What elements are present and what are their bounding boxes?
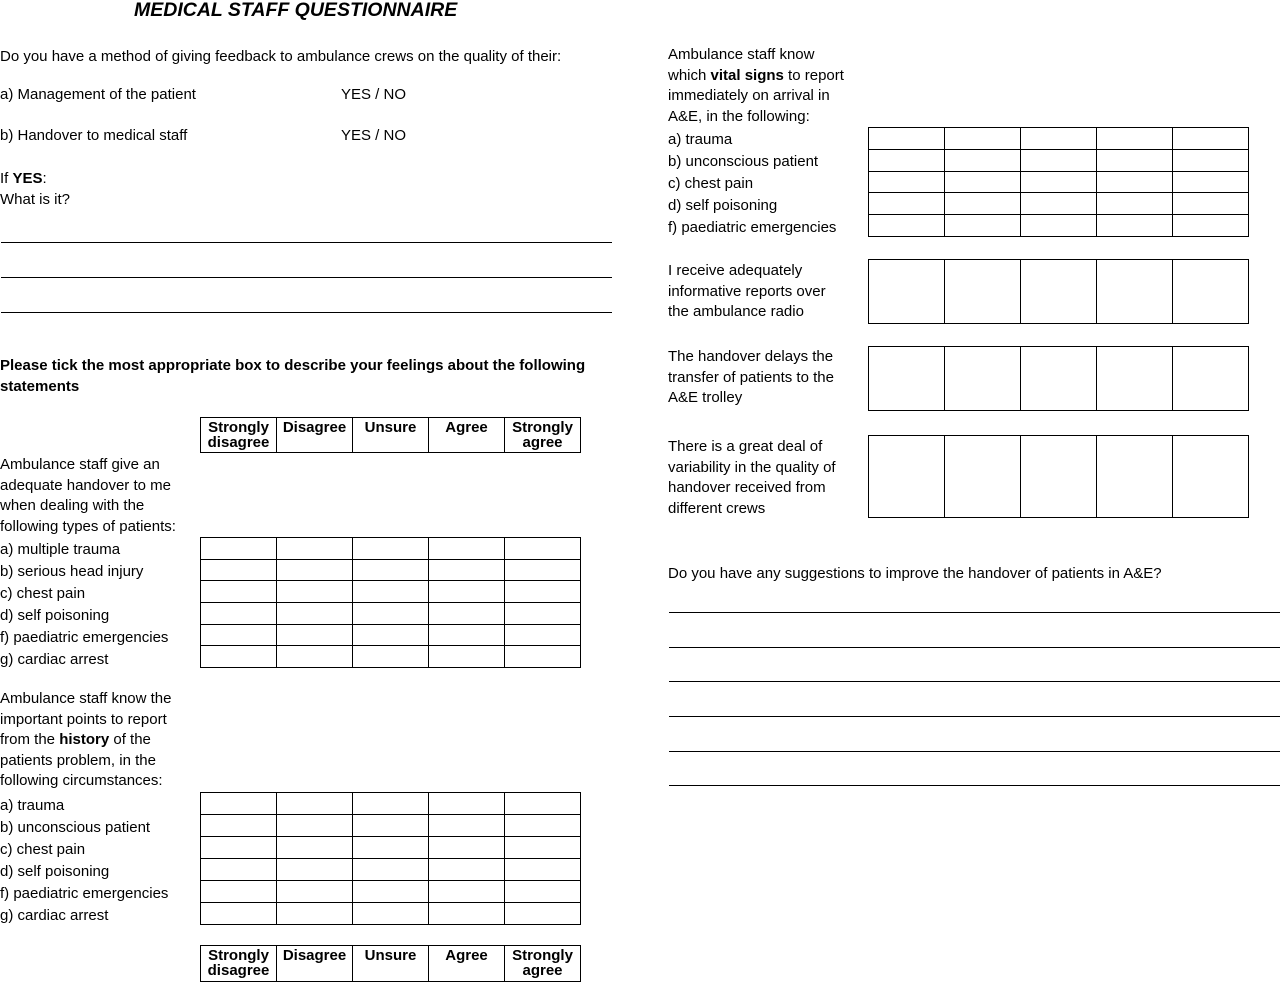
tick-box[interactable] — [945, 347, 1021, 411]
tick-box[interactable] — [353, 881, 429, 903]
tick-box[interactable] — [353, 859, 429, 881]
tick-box[interactable] — [353, 559, 429, 581]
scale-line: agree — [522, 434, 563, 451]
text-run: to report — [783, 66, 844, 84]
question-line: immediately on arrival in — [668, 87, 830, 104]
item-label: c) chest pain — [0, 585, 86, 602]
question-line: transfer of patients to the — [668, 368, 834, 386]
tick-box[interactable] — [201, 538, 277, 560]
variability-question — [668, 437, 836, 519]
question-line: Ambulance staff know the — [0, 690, 172, 707]
question-line: important points to report — [0, 710, 167, 728]
tick-box[interactable] — [1173, 171, 1249, 193]
vital-signs-grid — [868, 127, 1249, 237]
vital-signs-question — [668, 45, 844, 127]
tick-box[interactable] — [1173, 149, 1249, 171]
tick-box[interactable] — [945, 260, 1021, 324]
tick-box[interactable] — [505, 581, 581, 603]
item-label: f) paediatric emergencies — [668, 219, 837, 236]
scale-unsure — [353, 946, 429, 982]
instructions-line: Please tick the most appropriate box to describe your feelings about the following — [0, 357, 586, 374]
answer-line[interactable] — [1, 242, 612, 243]
scale-disagree — [277, 946, 353, 982]
item-label: a) trauma — [0, 797, 65, 814]
tick-box[interactable] — [201, 602, 277, 624]
tick-box[interactable] — [945, 215, 1021, 237]
variability-grid — [868, 435, 1249, 518]
tick-box[interactable] — [505, 815, 581, 837]
scale-line: Strongly — [208, 419, 269, 436]
tick-box[interactable] — [277, 602, 353, 624]
item-label: b) serious head injury — [0, 563, 144, 580]
question-line: handover received from — [668, 479, 826, 496]
question-line — [668, 66, 844, 87]
tick-box[interactable] — [201, 793, 277, 815]
vital-signs-bold: vital signs — [710, 66, 784, 84]
tick-box[interactable] — [353, 581, 429, 603]
scale-strongly-disagree — [201, 418, 277, 453]
page-title: MEDICAL STAFF QUESTIONNAIRE — [134, 0, 458, 21]
tick-box[interactable] — [869, 347, 945, 411]
suggestions-question: Do you have any suggestions to improve the handover of patients in A&E? — [668, 565, 1162, 582]
item-label: d) self poisoning — [0, 863, 110, 880]
tick-box[interactable] — [1097, 128, 1173, 150]
tick-box[interactable] — [869, 260, 945, 324]
item-label: f) paediatric emergencies — [0, 629, 169, 646]
tick-box[interactable] — [201, 559, 277, 581]
text-run: of the — [109, 731, 151, 748]
item-label: b) unconscious patient — [0, 819, 151, 836]
scale-agree — [429, 418, 505, 453]
tick-box[interactable] — [1021, 215, 1097, 237]
tick-box[interactable] — [505, 602, 581, 624]
tick-box[interactable] — [201, 624, 277, 646]
question-line: the ambulance radio — [668, 303, 804, 320]
tick-box[interactable] — [505, 837, 581, 859]
if-prefix: If — [0, 170, 13, 187]
question-line: different crews — [668, 499, 766, 517]
tick-box[interactable] — [1021, 260, 1097, 324]
tick-box[interactable] — [429, 859, 505, 881]
scale-line: Unsure — [364, 419, 417, 436]
tick-box[interactable] — [277, 646, 353, 668]
tick-box[interactable] — [201, 815, 277, 837]
scale-line: Disagree — [282, 419, 347, 436]
item-label: d) self poisoning — [0, 607, 110, 624]
tick-box[interactable] — [201, 859, 277, 881]
scale-strongly-agree — [505, 418, 581, 453]
question-line — [0, 730, 172, 751]
answer-line[interactable] — [669, 751, 1280, 752]
tick-box[interactable] — [1173, 128, 1249, 150]
answer-line[interactable] — [669, 681, 1280, 682]
if-yes-label — [0, 169, 47, 190]
scale-line: Strongly — [512, 947, 573, 964]
question-line: I receive adequately — [668, 262, 803, 279]
tick-box[interactable] — [1097, 171, 1173, 193]
radio-grid — [868, 259, 1249, 324]
question-line: A&E, in the following: — [668, 107, 810, 125]
tick-box[interactable] — [1021, 193, 1097, 215]
item-label: c) chest pain — [668, 175, 754, 192]
tick-box[interactable] — [429, 793, 505, 815]
tick-box[interactable] — [353, 837, 429, 859]
question-line: A&E trolley — [668, 389, 743, 406]
tick-box[interactable] — [429, 559, 505, 581]
scale-line: Agree — [445, 419, 488, 436]
tick-box[interactable] — [505, 624, 581, 646]
question-line: variability in the quality of — [668, 458, 836, 476]
question-line: The handover delays the — [668, 348, 834, 365]
tick-box[interactable] — [429, 538, 505, 560]
tick-box[interactable] — [505, 646, 581, 668]
answer-line[interactable] — [669, 612, 1280, 613]
delay-grid — [868, 346, 1249, 411]
tick-box[interactable] — [277, 559, 353, 581]
tick-box[interactable] — [429, 646, 505, 668]
item-label: c) chest pain — [0, 841, 86, 858]
tick-box[interactable] — [945, 149, 1021, 171]
scale-unsure — [353, 418, 429, 453]
tick-box[interactable] — [945, 193, 1021, 215]
tick-box[interactable] — [353, 815, 429, 837]
tick-box[interactable] — [1021, 171, 1097, 193]
tick-box[interactable] — [1097, 149, 1173, 171]
item-label: g) cardiac arrest — [0, 651, 109, 668]
question-line: patients problem, in the — [0, 751, 156, 769]
tick-box[interactable] — [277, 538, 353, 560]
scale-line: agree — [522, 962, 563, 979]
tick-box[interactable] — [277, 881, 353, 903]
feedback-item-label: b) Handover to medical staff — [0, 127, 188, 144]
tick-box[interactable] — [429, 815, 505, 837]
item-label: b) unconscious patient — [668, 153, 819, 170]
scale-strongly-agree — [505, 946, 581, 982]
what-is-it-label: What is it? — [0, 191, 71, 208]
feedback-question: Do you have a method of giving feedback to ambulance crews on the quality of their: — [0, 48, 562, 65]
scale-header — [200, 945, 581, 982]
tick-box[interactable] — [505, 859, 581, 881]
handover-question — [0, 455, 176, 537]
scale-agree — [429, 946, 505, 982]
tick-box[interactable] — [1173, 347, 1249, 411]
item-label: a) multiple trauma — [0, 541, 121, 558]
feedback-item-label: a) Management of the patient — [0, 86, 196, 103]
question-line: when dealing with the — [0, 497, 145, 514]
answer-line[interactable] — [669, 647, 1280, 648]
if-suffix: : — [42, 170, 47, 187]
tick-box[interactable] — [277, 859, 353, 881]
tick-box[interactable] — [505, 881, 581, 903]
tick-box[interactable] — [1097, 436, 1173, 518]
tick-box[interactable] — [353, 538, 429, 560]
tick-box[interactable] — [429, 624, 505, 646]
tick-box[interactable] — [201, 581, 277, 603]
tick-box[interactable] — [1021, 436, 1097, 518]
tick-box[interactable] — [505, 793, 581, 815]
tick-box[interactable] — [201, 903, 277, 925]
scale-line: Strongly — [512, 419, 573, 436]
tick-box[interactable] — [277, 903, 353, 925]
tick-box[interactable] — [277, 837, 353, 859]
tick-box[interactable] — [429, 602, 505, 624]
history-bold: history — [59, 731, 110, 748]
question-line: Ambulance staff give an — [0, 456, 160, 473]
tick-box[interactable] — [945, 171, 1021, 193]
question-line: Ambulance staff know — [668, 46, 815, 63]
scale-disagree — [277, 418, 353, 453]
tick-box[interactable] — [201, 646, 277, 668]
radio-question — [668, 261, 826, 323]
tick-box[interactable] — [869, 171, 945, 193]
tick-box[interactable] — [1021, 347, 1097, 411]
question-line: following types of patients: — [0, 517, 176, 535]
if-yes-bold: YES — [12, 170, 43, 187]
tick-box[interactable] — [869, 149, 945, 171]
text-run: which — [668, 66, 711, 84]
tick-box[interactable] — [505, 903, 581, 925]
tick-box[interactable] — [201, 837, 277, 859]
tick-box[interactable] — [353, 624, 429, 646]
tick-box[interactable] — [945, 436, 1021, 518]
tick-box[interactable] — [869, 128, 945, 150]
answer-line[interactable] — [669, 716, 1280, 717]
tick-box[interactable] — [1021, 128, 1097, 150]
tick-box[interactable] — [1173, 260, 1249, 324]
question-line: adequate handover to me — [0, 476, 171, 494]
tick-box[interactable] — [201, 881, 277, 903]
text-run: from the — [0, 731, 60, 748]
scale-line: disagree — [207, 962, 270, 979]
instructions-line: statements — [0, 378, 80, 395]
tick-box[interactable] — [277, 815, 353, 837]
tick-box[interactable] — [429, 837, 505, 859]
tick-box[interactable] — [1097, 347, 1173, 411]
answer-line[interactable] — [669, 785, 1280, 786]
tick-box[interactable] — [277, 581, 353, 603]
item-label: g) cardiac arrest — [0, 907, 109, 924]
tick-box[interactable] — [353, 602, 429, 624]
answer-line[interactable] — [1, 312, 612, 313]
tick-box[interactable] — [1097, 215, 1173, 237]
tick-box[interactable] — [277, 624, 353, 646]
delay-question — [668, 347, 834, 409]
scale-line: Agree — [445, 947, 488, 964]
item-label: f) paediatric emergencies — [0, 885, 169, 902]
answer-line[interactable] — [1, 277, 612, 278]
tick-box[interactable] — [1173, 193, 1249, 215]
tick-box[interactable] — [1021, 149, 1097, 171]
tick-box[interactable] — [505, 538, 581, 560]
question-line: There is a great deal of — [668, 438, 823, 455]
scale-line: Strongly — [208, 947, 269, 964]
item-label: a) trauma — [668, 131, 733, 148]
scale-header — [200, 417, 581, 453]
tick-box[interactable] — [869, 436, 945, 518]
scale-strongly-disagree — [201, 946, 277, 982]
handover-grid — [200, 537, 581, 668]
tick-box[interactable] — [353, 903, 429, 925]
question-line: informative reports over — [668, 282, 826, 300]
question-line: following circumstances: — [0, 772, 163, 789]
scale-line: Unsure — [364, 947, 417, 964]
tick-box[interactable] — [429, 581, 505, 603]
tick-box[interactable] — [1173, 436, 1249, 518]
tick-box[interactable] — [869, 215, 945, 237]
tick-box[interactable] — [353, 793, 429, 815]
history-question — [0, 689, 172, 792]
tick-box[interactable] — [505, 559, 581, 581]
tick-box[interactable] — [1097, 193, 1173, 215]
tick-box[interactable] — [1173, 215, 1249, 237]
history-grid — [200, 792, 581, 925]
feedback-yes-no[interactable]: YES / NO — [341, 127, 407, 144]
tick-box[interactable] — [429, 903, 505, 925]
tick-box[interactable] — [429, 881, 505, 903]
tick-box[interactable] — [353, 646, 429, 668]
tick-box[interactable] — [869, 193, 945, 215]
scale-line: Disagree — [282, 947, 347, 964]
feedback-yes-no[interactable]: YES / NO — [341, 86, 407, 103]
scale-line: disagree — [207, 434, 270, 451]
tick-box[interactable] — [277, 793, 353, 815]
tick-box[interactable] — [945, 128, 1021, 150]
tick-box[interactable] — [1097, 260, 1173, 324]
item-label: d) self poisoning — [668, 197, 778, 214]
